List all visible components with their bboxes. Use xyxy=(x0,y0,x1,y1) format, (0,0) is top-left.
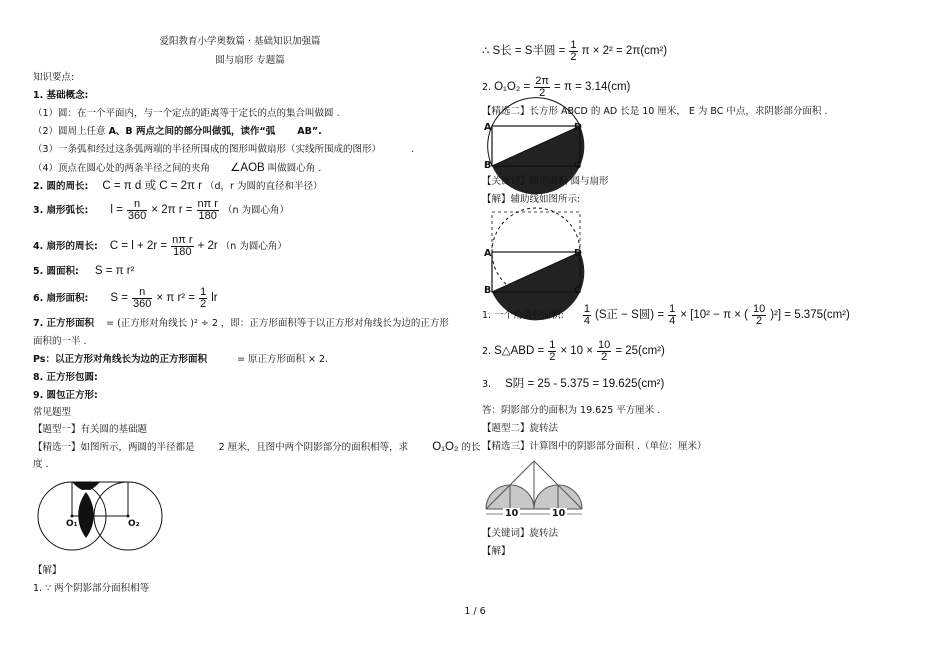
fig1-label-o1: O₁ xyxy=(66,519,78,529)
example-1-d: 的长 xyxy=(461,442,481,453)
formula-4-den: 180 xyxy=(173,246,192,258)
formula-2-expr: C = π d 或 C = 2π r xyxy=(102,180,202,192)
s1-a: (S正 − S圆) = xyxy=(595,309,665,321)
formula-6-tail: lr xyxy=(211,292,218,304)
s1-b: × [10² − π × ( xyxy=(680,309,748,321)
formula-6-s: S = xyxy=(110,292,128,304)
formula-3-num2: nπ r xyxy=(197,198,218,210)
concept-4-c: 叫做圆心角 . xyxy=(267,163,322,174)
ps-note xyxy=(33,354,328,366)
concept-2-a: （2）圆周上任意 xyxy=(33,126,106,137)
s2-den: 2 xyxy=(549,351,556,363)
concept-heading: 1. 基础概念: xyxy=(33,90,89,101)
formula-2 xyxy=(33,180,322,193)
s1-c: )²] = 5.375(cm²) xyxy=(770,309,850,321)
formula-7-label: 7. 正方形面积 xyxy=(33,318,95,329)
example-1-o1o2: O₁O₂ xyxy=(432,441,459,453)
formula-8: 8. 正方形包圆: xyxy=(33,372,98,383)
concept-2-c: AB”. xyxy=(297,126,322,137)
formula-4-num: nπ r xyxy=(172,234,193,246)
formula-4-note: （n 为圆心角） xyxy=(220,241,287,252)
knowledge-title: 知识要点: xyxy=(33,72,75,83)
formula-2-label: 2. 圆的周长: xyxy=(33,181,89,192)
s2-a: S△ABD = xyxy=(494,345,545,357)
fig2-label-c: C xyxy=(574,160,581,171)
formula-4 xyxy=(33,232,287,261)
page-number: 1 / 6 xyxy=(464,606,486,617)
solution-2-heading: 【解】辅助线如图所示: xyxy=(482,194,581,205)
page-title: 爱阳教育小学奥数篇 · 基础知识加强篇 xyxy=(159,36,321,47)
solution-1-heading: 【解】 xyxy=(33,565,62,576)
right-step-2 xyxy=(482,74,630,101)
formula-3 xyxy=(33,196,289,225)
ps-label: Ps：以正方形对角线长为边的正方形面积 xyxy=(33,354,207,365)
figure-semicircles xyxy=(484,455,594,521)
concept-4 xyxy=(33,162,321,175)
concept-4-a: （4）顶点在圆心处的两条半径之间的夹角 xyxy=(33,163,211,174)
example-3: 【精选三】计算图中的阴影部分面积 .（单位：厘米） xyxy=(482,441,707,452)
s3-label: 3. xyxy=(482,379,492,390)
formula-3-num: n xyxy=(127,199,147,211)
formula-3-den2: 180 xyxy=(198,210,217,222)
formula-6-den: 360 xyxy=(133,298,152,310)
common-types: 常见题型 xyxy=(33,407,72,418)
formula-6-den2: 2 xyxy=(200,298,207,310)
right-step-2-den: 2 xyxy=(539,87,546,99)
formula-6-label: 6. 扇形面积: xyxy=(33,293,89,304)
fig3-label-a: A xyxy=(484,248,492,259)
type-1-heading: 【题型一】有关圆的基础题 xyxy=(33,424,148,435)
answer-2: 答：阴影部分的面积为 19.625 平方厘米 . xyxy=(482,405,661,416)
s2-c: = 25(cm²) xyxy=(615,345,665,357)
formula-3-note: （n 为圆心角） xyxy=(222,205,290,216)
formula-7-expr: = (正方形对角线长 )² ÷ 2 xyxy=(106,318,218,329)
example-1-a: 【精选一】如图所示，两圆的半径都是 xyxy=(33,442,195,453)
s2-den2: 2 xyxy=(601,351,608,363)
fig3-label-c: C xyxy=(574,285,581,296)
keywords-2: 【关键词】旋转法 xyxy=(482,528,559,539)
right-step-1-den: 2 xyxy=(570,51,577,63)
concept-4-angle: ∠AOB xyxy=(230,162,265,174)
solution-1-step1: 1. ∵ 两个阴影部分面积相等 xyxy=(33,583,150,594)
s3-a: S阴 = 25 - 5.375 = 19.625(cm²) xyxy=(505,378,665,390)
example-1-b: 2 厘米，且图中两个阴影部分的面积相等，求 xyxy=(218,442,409,453)
formula-6-num: n xyxy=(132,287,152,299)
formula-7-text: ，即：正方形面积等于以正方形对角线长为边的正方形 xyxy=(220,318,449,329)
s1-num2: 1 xyxy=(669,303,676,315)
type-2-heading: 【题型二】旋转法 xyxy=(482,423,559,434)
page-subtitle: 圆与扇形 专题篇 xyxy=(215,55,285,66)
solution-3-heading: 【解】 xyxy=(482,546,511,557)
s2-label: 2. xyxy=(482,346,492,357)
fig3-label-b: B xyxy=(484,285,492,296)
example-2: 【精选二】长方形 ABCD 的 AD 长是 10 厘米， E 为 BC 中点，求阴影部分面积 . xyxy=(482,106,828,117)
solution-2-step3 xyxy=(482,378,664,391)
keywords-1: 【关键词】图形面积 圆与扇形 xyxy=(482,176,609,187)
s1-num3: 10 xyxy=(752,303,766,315)
concept-3 xyxy=(33,144,414,156)
formula-3-l: l = xyxy=(110,204,123,216)
s2-b: × 10 × xyxy=(560,345,593,357)
right-step-2-num: 2π xyxy=(535,75,550,87)
formula-3-label: 3. 扇形弧长: xyxy=(33,205,89,216)
s2-num2: 10 xyxy=(598,339,611,351)
concept-3-dot: . xyxy=(411,144,415,155)
formula-2-note: （d，r 为圆的直径和半径） xyxy=(205,181,323,192)
formula-3-den: 360 xyxy=(127,210,147,222)
formula-7-line2: 面积的一半 . xyxy=(33,336,87,347)
right-step-1 xyxy=(482,38,667,65)
fig4-label-10b: 10 xyxy=(552,508,566,519)
figure-two-circles xyxy=(33,478,163,558)
right-step-1-a: ∴ S长 = S半圆 = xyxy=(482,45,566,57)
solution-2-step2 xyxy=(482,338,665,365)
solution-2-step1 xyxy=(482,302,850,329)
ps-tail: = 原正方形面积 × 2. xyxy=(237,354,329,365)
right-step-1-num: 1 xyxy=(570,39,577,51)
right-step-1-b: π × 2² = 2π(cm²) xyxy=(581,45,668,57)
formula-7 xyxy=(33,318,449,330)
example-1-line2: 度 . xyxy=(33,459,49,470)
fig2-label-a: A xyxy=(484,122,492,133)
right-step-2-b: = π = 3.14(cm) xyxy=(554,81,631,93)
formula-6 xyxy=(33,284,218,313)
formula-9: 9. 圆包正方形: xyxy=(33,390,98,401)
fig4-label-10a: 10 xyxy=(505,508,519,519)
concept-1: （1）圆：在一个平面内，与一个定点的距离等于定长的点的集合叫做圆 . xyxy=(33,108,340,119)
formula-5 xyxy=(33,265,134,278)
formula-5-expr: S = π r² xyxy=(94,265,135,277)
s1-den3: 2 xyxy=(756,315,763,327)
fig1-label-o2: O₂ xyxy=(128,519,140,529)
formula-6-mid: × π r² = xyxy=(156,292,196,304)
right-step-2-a: O₁O₂ = xyxy=(494,81,531,93)
concept-2-b: A、B 两点之间的部分叫做弧，读作“弧 xyxy=(108,126,276,137)
s1-den2: 4 xyxy=(669,315,676,327)
example-1 xyxy=(33,441,481,454)
fig3-label-d: D xyxy=(574,248,582,259)
s1-den: 4 xyxy=(583,315,590,327)
formula-4-label: 4. 扇形的周长: xyxy=(33,241,98,252)
concept-3-text: （3）一条弧和经过这条弧两端的半径所围成的图形叫做扇形（实线所围成的图形） xyxy=(33,144,382,155)
formula-5-label: 5. 圆面积: xyxy=(33,266,79,277)
s1-label: 1. 一个角落的面积: xyxy=(482,310,564,321)
formula-4-tail: + 2r xyxy=(197,240,218,252)
s1-num: 1 xyxy=(583,303,590,315)
s2-num: 1 xyxy=(549,339,556,351)
formula-6-num2: 1 xyxy=(200,286,207,298)
right-step-2-label: 2. xyxy=(482,82,492,93)
fig2-label-d: D xyxy=(574,122,582,133)
concept-2 xyxy=(33,126,322,138)
formula-3-mid: × 2π r = xyxy=(151,204,193,216)
formula-4-c: C = l + 2r = xyxy=(109,240,168,252)
fig2-label-b: B xyxy=(484,160,492,171)
